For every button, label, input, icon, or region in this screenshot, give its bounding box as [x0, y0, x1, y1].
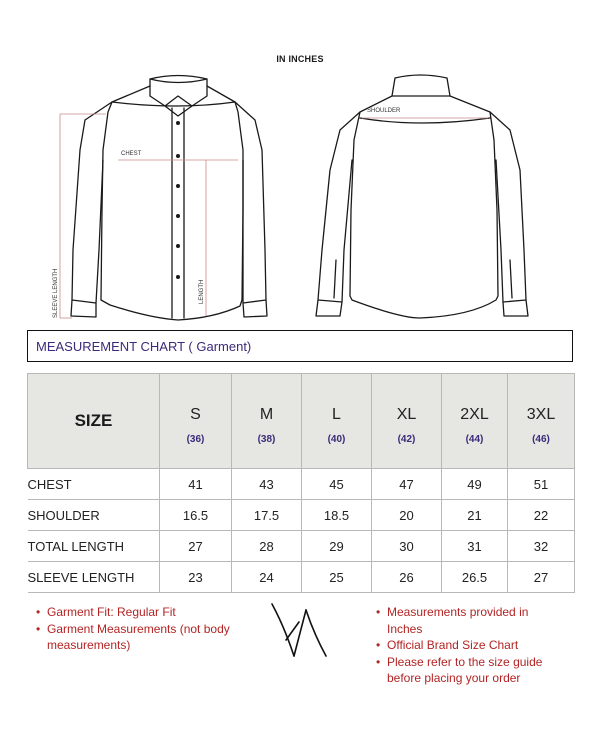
size-header-cell [232, 374, 302, 469]
size-number: (42) [397, 433, 416, 445]
table-row [28, 562, 575, 593]
size-header-cell [372, 374, 442, 469]
sleeve-length-label: SLEEVE LENGTH [53, 268, 59, 318]
notes-right [376, 604, 566, 687]
table-row [28, 500, 575, 531]
size-header-cell [160, 374, 232, 469]
table-cell: 28 [232, 531, 302, 562]
size-label: L [332, 405, 341, 423]
table-cell: 16.5 [160, 500, 232, 531]
row-label: SHOULDER [28, 500, 160, 531]
chest-label: CHEST [121, 151, 142, 157]
size-label: S [190, 405, 201, 423]
table-cell: 27 [160, 531, 232, 562]
shirt-diagram [0, 0, 600, 330]
table-cell: 49 [442, 469, 508, 500]
table-cell: 25 [302, 562, 372, 593]
note-item: • Garment Measurements (not body measurements) [36, 621, 236, 654]
table-cell: 45 [302, 469, 372, 500]
table-cell: 51 [508, 469, 575, 500]
table-cell: 43 [232, 469, 302, 500]
size-header-cell [442, 374, 508, 469]
table-cell: 21 [442, 500, 508, 531]
table-cell: 24 [232, 562, 302, 593]
table-cell: 18.5 [302, 500, 372, 531]
brand-monogram-icon [266, 600, 332, 662]
note-item: • Official Brand Size Chart [376, 637, 566, 654]
notes-left [36, 604, 236, 654]
size-table [27, 373, 575, 593]
size-column-header: SIZE [28, 374, 160, 469]
note-item: • Garment Fit: Regular Fit [36, 604, 236, 621]
units-label: IN INCHES [276, 54, 324, 64]
table-cell: 29 [302, 531, 372, 562]
row-label: CHEST [28, 469, 160, 500]
size-number: (40) [327, 433, 346, 445]
note-item: • Measurements provided in Inches [376, 604, 566, 637]
front-shirt-illustration [71, 76, 267, 321]
row-label: SLEEVE LENGTH [28, 562, 160, 593]
table-cell: 30 [372, 531, 442, 562]
size-header-cell [302, 374, 372, 469]
note-item: • Please refer to the size guide before placing your order [376, 654, 566, 687]
row-label: TOTAL LENGTH [28, 531, 160, 562]
size-number: (44) [465, 433, 484, 445]
table-cell: 22 [508, 500, 575, 531]
table-cell: 23 [160, 562, 232, 593]
length-label: LENGTH [199, 279, 205, 304]
shoulder-label: SHOULDER [367, 108, 401, 114]
size-label: 3XL [526, 405, 556, 423]
size-number: (46) [532, 433, 550, 445]
table-cell: 32 [508, 531, 575, 562]
table-cell: 20 [372, 500, 442, 531]
table-cell: 26.5 [442, 562, 508, 593]
table-cell: 27 [508, 562, 575, 593]
measurement-chart-title: MEASUREMENT CHART ( Garment) [27, 330, 573, 362]
size-header-cell [508, 374, 575, 469]
size-number: (38) [257, 433, 276, 445]
back-shirt-illustration [316, 75, 528, 318]
table-row [28, 469, 575, 500]
table-row [28, 531, 575, 562]
table-cell: 26 [372, 562, 442, 593]
size-label: XL [396, 405, 417, 423]
size-label: M [259, 405, 274, 423]
table-cell: 17.5 [232, 500, 302, 531]
size-header-row [28, 374, 575, 469]
size-number: (36) [186, 433, 205, 445]
size-label: 2XL [460, 405, 489, 423]
table-cell: 31 [442, 531, 508, 562]
table-cell: 41 [160, 469, 232, 500]
table-cell: 47 [372, 469, 442, 500]
